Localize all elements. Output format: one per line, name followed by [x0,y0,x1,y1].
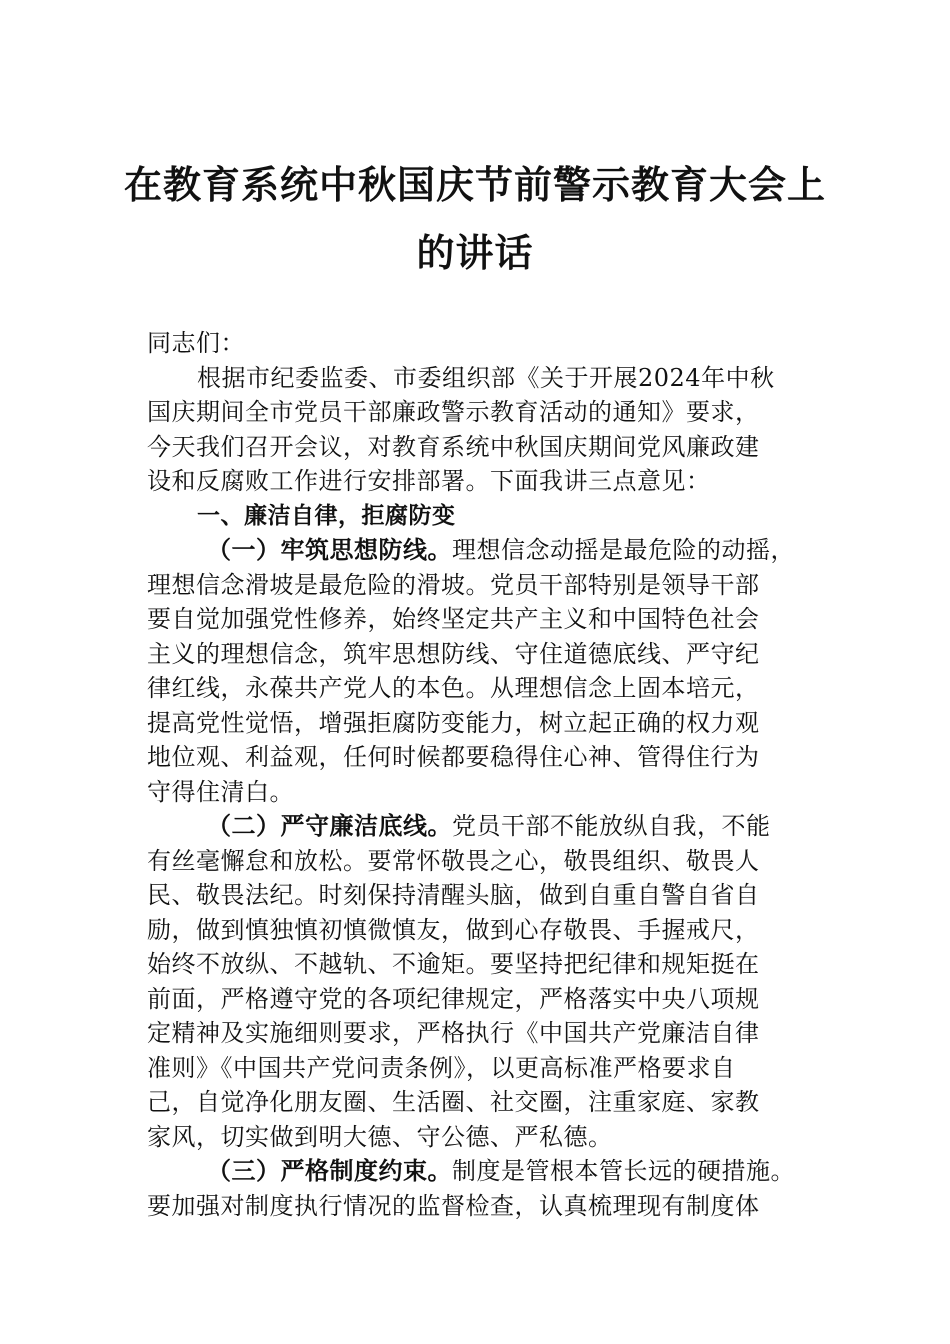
item-2-line: 前面，严格遵守党的各项纪律规定，严格落实中央八项规 [147,984,760,1013]
item-1-line: 要自觉加强党性修养，始终坚定共产主义和中国特色社会 [147,605,760,633]
item-1-line: 地位观、利益观，任何时候都要稳得住心神、管得住行为 [147,743,760,771]
item-1-first-line [147,533,832,568]
document-title-line-2: 的讲话 [416,231,534,275]
item-2-line: 定精神及实施细则要求，严格执行《中国共产党廉洁自律 [147,1019,760,1047]
item-3-line: 要加强对制度执行情况的监督检查，认真梳理现有制度体 [147,1191,760,1220]
intro-line-1: 根据市纪委监委、市委组织部《关于开展2024年中秋 [197,363,775,392]
item-1-text: 理想信念动摇是最危险的动摇， [452,536,795,564]
document-body [147,326,832,1223]
item-2-label: （二）严守廉洁底线。 [207,811,452,840]
item-2-line: 家风，切实做到明大德、守公德、严私德。 [147,1122,613,1151]
intro-line-3: 今天我们召开会议，对教育系统中秋国庆期间党风廉政建 [147,432,760,461]
item-2-line: 始终不放纵、不越轨、不逾矩。要坚持把纪律和规矩挺在 [147,950,760,978]
item-2-line: 准则》《中国共产党问责条例》，以更高标准严格要求自 [147,1053,736,1082]
item-3-first-line [147,1154,832,1189]
document-title-line-1: 在教育系统中秋国庆节前警示教育大会上 [123,163,826,207]
item-1-label: （一）牢筑思想防线。 [207,535,452,564]
item-2-text: 党员干部不能放纵自我，不能 [452,812,771,840]
item-2-first-line [147,809,832,844]
salutation: 同志们： [147,329,245,357]
item-1-line: 提高党性觉悟，增强拒腐防变能力，树立起正确的权力观 [147,708,760,737]
item-2-line: 己，自觉净化朋友圈、生活圈、社交圈，注重家庭、家教 [147,1088,760,1116]
item-2-line: 民、敬畏法纪。时刻保持清醒头脑，做到自重自警自省自 [147,881,760,909]
item-1-line: 主义的理想信念，筑牢思想防线、守住道德底线、严守纪 [147,639,760,668]
item-1-line: 律红线，永葆共产党人的本色。从理想信念上固本培元， [147,674,760,702]
item-1-line: 理想信念滑坡是最危险的滑坡。党员干部特别是领导干部 [147,570,760,599]
intro-line-2: 国庆期间全市党员干部廉政警示教育活动的通知》要求， [147,398,760,426]
item-1-line: 守得住清白。 [147,777,294,806]
intro-line-4: 设和反腐败工作进行安排部署。下面我讲三点意见： [147,467,711,495]
item-2-line: 励，做到慎独慎初慎微慎友，做到心存敬畏、手握戒尺， [147,915,760,944]
section-1-heading: 一、廉洁自律，拒腐防变 [197,502,456,529]
item-2-line: 有丝毫懈怠和放松。要常怀敬畏之心，敬畏组织、敬畏人 [147,846,760,875]
item-3-label: （三）严格制度约束。 [207,1156,452,1185]
item-3-text: 制度是管根本管长远的硬措施。 [452,1157,795,1185]
